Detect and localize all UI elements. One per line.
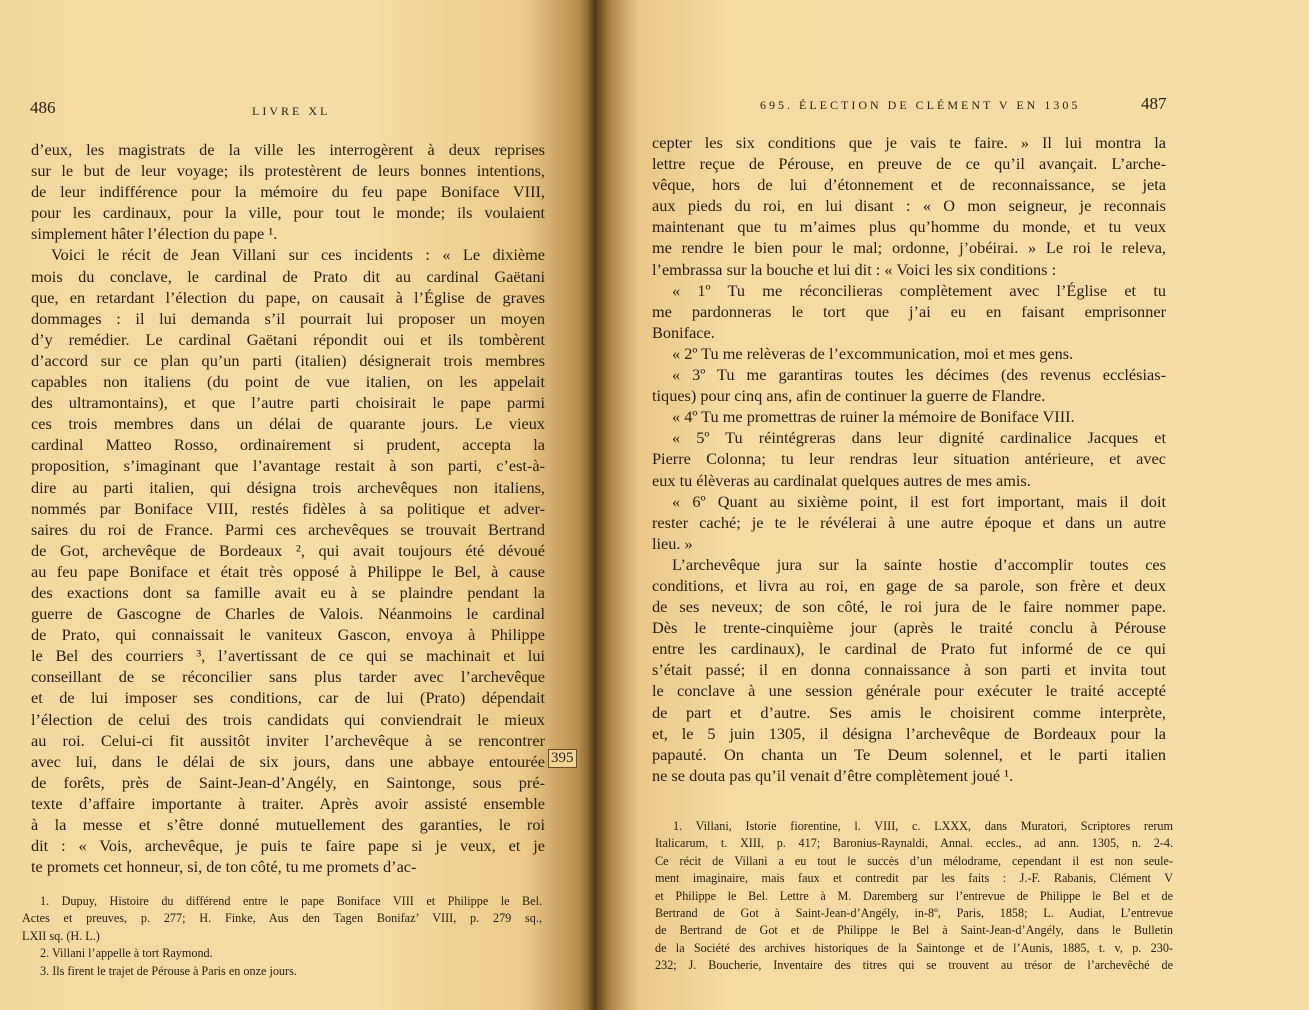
footnote-line: 1. Villani, Istorie fiorentine, l. VIII, c. LXXX, dans Muratori, Scriptores rerum: [673, 819, 1173, 833]
text-line: cepter les six conditions que je vais te faire. » Il lui montra la: [652, 133, 1166, 152]
text-line: d’accord sur ce plan qu’un parti (italien) désignerait trois membres: [31, 350, 545, 370]
footnote-line: LXII sq. (H. L.): [22, 928, 100, 943]
text-line: l’élection de celui des trois candidats qui conviendrait le mieux: [31, 709, 545, 729]
text-line: te promets cet honneur, si, de ton côté, tu me promets d’ac-: [31, 857, 417, 877]
text-line: de leur indifférence pour la mémoire du feu pape Boniface VIII,: [31, 182, 545, 202]
right-running-head: 695. ÉLECTION DE CLÉMENT V EN 1305: [760, 98, 1081, 112]
text-line: « 4º Tu me promettras de ruiner la mémoire de Boniface VIII.: [672, 407, 1075, 427]
text-line: pour les cardinaux, pour la ville, pour tout le monde; ils voulaient: [31, 203, 545, 223]
text-line: eux tu élèveras au cardinalat quelques autres de mes amis.: [652, 470, 1031, 490]
text-line: vêque, hors de lui d’étonnement et de reconnaissance, se jeta: [652, 175, 1166, 195]
text-line: des ultramontains), et que l’autre parti choisirait le pape parmi: [31, 393, 545, 413]
footnote-line: de la Société des archives historiques de la Saintonge et de l’Aunis, 1885, t. v, p. 230-: [655, 940, 1173, 955]
right-body-text: [652, 132, 1166, 786]
text-line: proposition, s’imaginant que l’avantage restait à son parti, c’est-à-: [31, 456, 545, 476]
text-line: Boniface.: [652, 322, 715, 342]
text-line: rester caché; je te le révélerai à une autre époque et dans un autre: [652, 512, 1166, 532]
footnote-line: Italicarum, t. XIII, p. 417; Baronius-Raynaldi, Annal. eccles., ad ann. 1305, n. 2-4.: [655, 836, 1173, 851]
text-line: et de lui imposer ses conditions, car de lui (Prato) dépendait: [31, 688, 545, 708]
text-line: « 1º Tu me réconcilieras complètement avec l’Église et tu: [672, 280, 1166, 300]
text-line: conseillant de se réconcilier sans plus tarder avec l’archevêque: [31, 667, 545, 687]
text-line: Voici le récit de Jean Villani sur ces incidents : « Le dixième: [51, 245, 545, 265]
text-line: dire au parti italien, qui désigna trois archevêques non italiens,: [31, 477, 545, 497]
text-line: d’y remédier. Le cardinal Gaëtani répondit oui et ils tombèrent: [31, 329, 545, 349]
footnote-line: 3. Ils firent le trajet de Pérouse à Paris en onze jours.: [40, 963, 297, 978]
text-line: dommages : il lui demanda s’il pourrait lui proposer un moyen: [31, 308, 545, 328]
text-line: saires du roi de France. Parmi ces archevêques se trouvait Bertrand: [31, 519, 545, 539]
footnote-line: Ce récit de Villani a eu tout le succès d’un mélodrame, cependant il est non seule-: [655, 853, 1173, 868]
text-line: simplement hâter l’élection du pape ¹.: [31, 224, 278, 244]
text-line: entre les cardinaux), le cardinal de Prato fut informé de ce qui: [652, 639, 1166, 659]
text-line: au roi. Celui-ci fit aussitôt inviter l’archevêque à se rencontrer: [31, 730, 545, 750]
footnote-line: et Philippe le Bel. Lettre à M. Daremberg sur l’entrevue de Philippe le Bel et de: [655, 888, 1173, 903]
text-line: lieu. »: [652, 533, 693, 553]
text-line: ne se douta pas qu’il venait d’être complètement joué ¹.: [652, 765, 1014, 785]
text-line: papauté. On chanta un Te Deum solennel, et le parti italien: [652, 744, 1166, 764]
text-line: avec lui, dans le délai de six jours, dans une abbaye entourée: [31, 751, 545, 771]
text-line: « 5º Tu réintégreras dans leur dignité cardinalice Jacques et: [672, 428, 1166, 448]
text-line: de ses neveux; de son côté, le roi jura de le faire nommer pape.: [652, 597, 1166, 617]
text-line: ces trois membres dans un délai de quarante jours. Le vieux: [31, 414, 545, 434]
text-line: et, le 5 juin 1305, il désigna l’archevêque de Bordeaux pour la: [652, 723, 1166, 743]
text-line: des exactions dont sa famille avait eu à se plaindre pendant la: [31, 582, 545, 602]
left-footnotes: [22, 893, 542, 980]
text-line: le conclave à une session générale pour exécuter le traité accepté: [652, 681, 1166, 701]
text-line: guerre de Gascogne de Charles de Valois. Néanmoins le cardinal: [31, 604, 545, 624]
text-line: de forêts, près de Saint-Jean-d’Angély, en Saintonge, sous pré-: [31, 772, 545, 792]
text-line: maintenant que tu m’aimes plus qu’homme du monde, et tu veux: [652, 217, 1166, 237]
text-line: me pardonneras le tort que j’ai eu en faisant emprisonner: [652, 301, 1166, 321]
footnote-line: 1. Dupuy, Histoire du différend entre le pape Boniface VIII et Philippe le Bel.: [40, 894, 542, 908]
text-line: conditions, et livra au roi, en gage de sa parole, son frère et deux: [652, 575, 1166, 595]
left-running-head: LIVRE XL: [252, 104, 331, 118]
text-line: à la messe et s’être donné mutuellement des garanties, le roi: [31, 815, 545, 834]
text-line: Dès le trente-cinquième jour (après le traité conclu à Pérouse: [652, 618, 1166, 638]
text-line: de part et d’autre. Ses amis le choisirent comme interprète,: [652, 702, 1166, 722]
text-line: que, en retardant l’élection du pape, on causait à l’Église de graves: [31, 287, 545, 307]
right-footnotes: [655, 818, 1173, 975]
text-line: « 2º Tu me relèveras de l’excommunication, moi et mes gens.: [672, 343, 1074, 363]
text-line: capables non italiens (du point de vue italien, on les appelait: [31, 372, 545, 392]
text-line: L’archevêque jura sur la sainte hostie d’accomplir toutes ces: [672, 554, 1166, 574]
text-line: Pierre Colonna; tu leur rendras leur situation antérieure, et avec: [652, 449, 1166, 469]
left-page-number: 486: [30, 98, 56, 117]
footnote-line: ment imaginaire, mais faux et contredit par les faits : J.-F. Rabanis, Clément V: [655, 871, 1173, 886]
text-line: l’embrassa sur la bouche et lui dit : « Voici les six conditions :: [652, 259, 1057, 279]
text-line: « 3º Tu me garantiras toutes les décimes (des revenus ecclésias-: [672, 365, 1166, 385]
text-line: lettre reçue de Pérouse, en preuve de ce qu’il avançait. L’arche-: [652, 154, 1166, 174]
margin-page-marker: 395: [548, 749, 577, 768]
footnote-line: de Bertrand de Got et de Philippe le Bel à Saint-Jean-d’Angély, dans le Bulletin: [655, 923, 1173, 938]
right-page-number: 487: [1141, 94, 1167, 113]
footnote-line: 2. Villani l’appelle à tort Raymond.: [40, 946, 213, 961]
right-page: [596, 0, 1309, 1010]
text-line: dit : « Vois, archevêque, je puis te faire pape si je veux, et je: [31, 836, 545, 856]
footnote-line: Actes et preuves, p. 277; H. Finke, Aus den Tagen Bonifaz’ VIII, p. 279 sq.,: [22, 911, 542, 926]
text-line: sur le but de leur voyage; ils protestèrent de leurs bonnes intentions,: [31, 161, 545, 181]
text-line: de Got, archevêque de Bordeaux ², qui avait toujours été dévoué: [31, 540, 545, 560]
text-line: mois du conclave, le cardinal de Prato dit au cardinal Gaëtani: [31, 266, 545, 286]
text-line: tiques) pour cinq ans, afin de continuer la guerre de Flandre.: [652, 386, 1046, 406]
text-line: aux pieds du roi, en lui disant : « O mon seigneur, je reconnais: [652, 196, 1166, 216]
text-line: s’était passé; il en donna connaissance à son parti et invita tout: [652, 660, 1166, 680]
text-line: le Bel des courriers ³, l’avertissant de ce qui se machinait et lui: [31, 646, 545, 666]
text-line: d’eux, les magistrats de la ville les interrogèrent à deux reprises: [31, 140, 545, 159]
left-body-text: [31, 139, 545, 877]
text-line: cardinal Matteo Rosso, ordinairement si prudent, accepta la: [31, 435, 545, 455]
text-line: nommés par Boniface VIII, restés fidèles à sa politique et adver-: [31, 498, 545, 518]
left-page: [0, 0, 596, 1010]
text-line: « 6º Quant au sixième point, il est fort important, mais il doit: [672, 491, 1166, 511]
text-line: texte d’affaire importante à traiter. Après avoir assisté ensemble: [31, 793, 545, 813]
text-line: me rendre le bien pour le mal; ordonne, j’obéirai. » Le roi le releva,: [652, 238, 1166, 258]
text-line: au feu pape Boniface et était très opposé à Philippe le Bel, à cause: [31, 561, 545, 581]
text-line: de Prato, qui connaissait le vaniteux Gascon, envoya à Philippe: [31, 625, 545, 645]
footnote-line: Bertrand de Got à Saint-Jean-d’Angély, in-8º, Paris, 1858; L. Audiat, L’entrevue: [655, 905, 1173, 920]
footnote-line: 232; J. Boucherie, Inventaire des titres qui se trouvent au trésor de l’archevêché de: [655, 958, 1173, 973]
